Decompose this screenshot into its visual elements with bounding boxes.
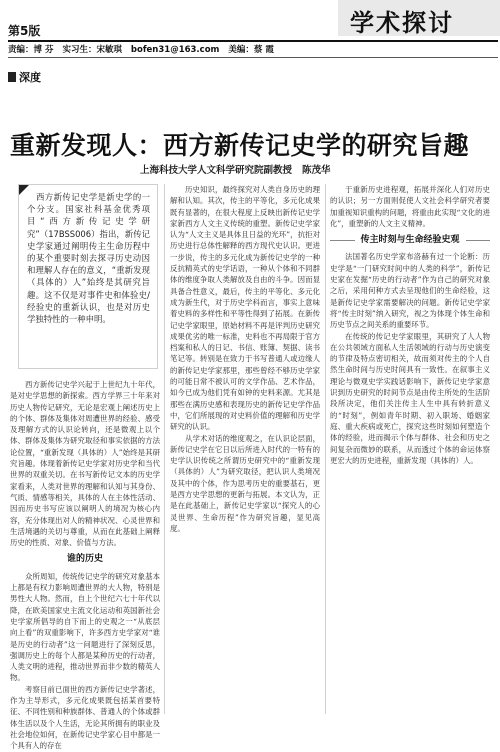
author-name: 陈茂华	[302, 165, 331, 176]
subheading-rule	[466, 240, 491, 241]
page-header	[0, 0, 500, 40]
body-paragraph: 历史知识，最终探究对人类自身历史的理解和认知。其次，传主的平等化，多元化成果既有显著的，在很大程度上反映出新传记史学家新西方人文主义传统的重塑。新传记史学家认为“人文主义是具体且日益的光环”，抗拒对历史进行总体性解释的西方现代史认识。更进一步说，传主的多元化成为新传记史学的一种反抗精英式的史学话语，一种从个体和不同群体的维度争取人类解放及自由的斗争。因而显具备合性意义，最后，传主的平等化、多元化成为新生代，对于历史学科而言，事实上意味着史料的多样性和平等性得到了拓展。在新传记史学家眼里，原始材料不再是评判历史研究成果优劣的唯一标准，史料也不再局限于官方档案和私人的日记、书信、账簿、契据、读书笔记等。转别是在致力于书写普通人或边缘人的新传记史学家那里，那些曾经不够历史学家的可能日常不被认可的文学作品、艺术作品，如今已成为他们凭有如钟的史料来源。尤其是那些在满历史感和表现历史的新传记史学作品中，它们所展现的对史料价值的理解和历史学研究的认识。	[170, 185, 320, 432]
column-tag-label: 深度	[19, 71, 41, 84]
subheading-text: 传主时刻与生命经验史观	[360, 235, 460, 246]
editors-rule	[8, 57, 498, 58]
subheading	[330, 235, 490, 246]
square-bullet-icon	[8, 72, 16, 82]
author-affiliation: 上海科技大学人文科学研究院副教授	[140, 165, 293, 176]
subheading-text: 谁的历史	[66, 554, 103, 565]
section-title: 学术探讨	[350, 8, 454, 37]
byline	[140, 162, 331, 176]
abstract-text: 西方新传记史学是新史学的一个分支。国家社科基金优秀项目“西方新传记史学研究”（17BSS006）指出，新传记史学家通过阐明传主生命历程中的某个重要时刻去探寻历史动因和理解人存在的意义，“重新发现（具体的）人”始终是其研究旨趣。这不仅是对事件史和体验史/经验史的重新认识，也是对历史学独特性的一种申明。	[27, 192, 150, 325]
body-paragraph: 从学术对话的维度观之，在认识论层面，新传记史学在它日以后所进入时代的一特有的史学认识传统之所谓历史研究中的“重新发现（具体的）人”为研究取径，把认识人类境况及其中的个体，作为思考历史的重要基石，更是西方史学思想的更新与拓展。本文认为，正是在此基础上，新传记史学家以“探究人的心灵世界、生命历程”作为研究旨趣，显见高度。	[170, 433, 320, 533]
body-paragraph: 法国著名历史学家布洛赫有过一个论断：历史学是“一门研究时间中的人类的科学”，新传记史家在发掘“历史的行动者”作为自己的研究对象之后，采用何种方式去呈现他们的生命经验，这是新传记史学家需要解决的问题。新传记史学家将“传主时刻”纳入研究，视之为体现个体生命和历史节点之间关系的重要环节。	[330, 252, 490, 330]
editors-line	[8, 43, 280, 55]
corner-triangle-icon	[19, 185, 29, 195]
page-number-label: 第5版	[8, 24, 41, 38]
editor-credit: 责编：博 芬	[8, 45, 54, 55]
designer-credit: 美编：蔡 霞	[228, 45, 274, 55]
body-paragraph: 于重新历史进程观，拓展并深化人们对历史的认识；另一方面则促使人文社会科学研究者要加重视知识重构的问题，将重由此实现“文化的进化”，重塑新的人文主义精神。	[330, 185, 490, 228]
abstract-box	[18, 184, 158, 369]
article-title: 重新发现人：西方新传记史学的研究旨趣	[10, 131, 470, 160]
body-column-1	[10, 379, 160, 752]
editor-email: bofen31@163.com	[130, 45, 220, 55]
column-tag	[8, 69, 41, 85]
body-paragraph: 众所周知，传统传记史学的研究对象基本上都是有权力影响周遭世界的大人物，特别是男性大人物。然而，自上个世纪六七十年代以降，在欧美国家史主流文化运动和英国新社会史学家所倡导的自下而上的史观之一“从底层向上看”的双重影响下，许多西方史学家对“谁是历史的行动者”这一问题进行了深刻反思，强调历史上的每个人都是某种历史的行动者，人类文明的进程，推动世界而非少数的精英人物。	[10, 571, 160, 683]
column-divider	[325, 184, 326, 714]
body-paragraph: 西方新传记史学兴起于上世纪九十年代，是对史学思想的新探索。西方学界三十年来对历史人物传记研究，无论是宏观上阐述历史上的个体、群体及集体对周遭世界的经验、感受及理解方式的认识论转向，还是微观上以个体、群体及集体为研究取径和事实依据的方法论位置，“重新发现（具体的）人”始终是其研究旨趣。体现着新传记史学家对历史学和当代世界的双重关切。在书写新传记文本的历史学家看来，人类对世界的理解和认知与其身份、气质、情感等相关，具体的人在主体性活动、因而历史书写应该以阐明人的境况为核心内容，充分体现出对人的精神状况、心灵世界和生活境遇的关切与尊重，从而在此基础上阐释历史的性质、对象、价值与方法。	[10, 380, 160, 548]
body-paragraph: 在传统的传记史学家眼里，其研究了人人物在公共领域方面私人生活领域的行动与历史演变的节律及特点密切相关，故而须对传主的个人自然生命时间与历史时间具有一致性。在叙事主义理论与微观史学实践话影响下，新传记史学家意识到历史研究的时间节点是由传主所处的生活阶段所决定，他们关注传主人生中具有转折意义的“时刻”，例如青年时期、初入职场、婚姻家庭、重大疾病或死亡，探究这些时刻如何塑造个体的经验，进而揭示个体与群体、社会和历史之间复杂而微妙的联系，从而透过个体的命运体察更宏大的历史进程，重新发现（具体的）人。	[330, 331, 490, 465]
body-column-2	[170, 184, 320, 534]
body-column-3	[330, 184, 490, 466]
header-rule	[8, 40, 498, 42]
column-divider	[164, 184, 165, 714]
intern-credit: 实习生：宋敏琪	[62, 45, 122, 55]
subheading	[10, 554, 160, 565]
subheading-rule	[330, 240, 355, 241]
body-paragraph: 考察目前已面世的西方新传记史学著述，作为主导形式，多元化成果既包括某首要特征、不同性别和种族群体、普通人的个体或群体生活以及个人生活，无论其所拥有的职业及社会地位如何，在新传记史学家心目中都是一个具有人的存在	[10, 684, 160, 751]
